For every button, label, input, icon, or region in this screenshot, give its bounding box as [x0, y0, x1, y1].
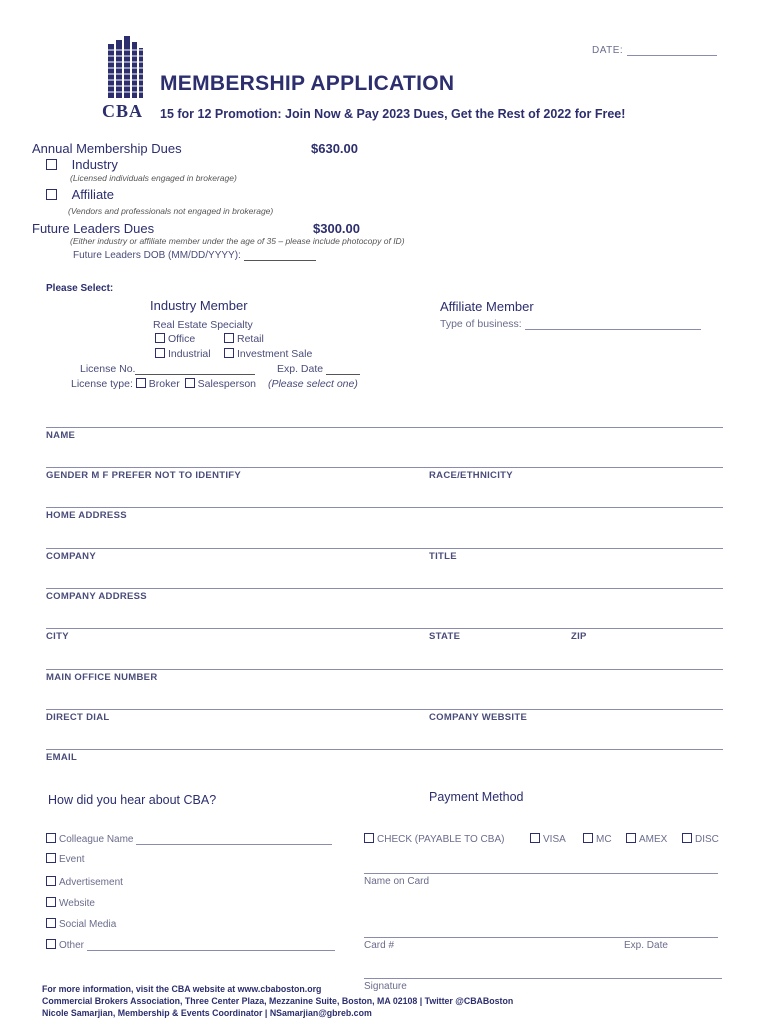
visa-option[interactable]	[530, 833, 566, 845]
future-leaders-price: $300.00	[313, 221, 360, 236]
gender-options: M F PREFER NOT TO IDENTIFY	[91, 470, 242, 481]
email-input-line[interactable]	[46, 749, 723, 750]
date-label: DATE:	[592, 45, 624, 56]
check-label: CHECK (PAYABLE TO CBA)	[377, 834, 505, 845]
direct-dial-label: DIRECT DIAL	[46, 712, 110, 723]
colleague-label: Colleague Name	[59, 834, 134, 845]
home-address-label: HOME ADDRESS	[46, 510, 127, 521]
industrial-label: Industrial	[168, 348, 211, 360]
affiliate-label: Affiliate	[71, 187, 115, 202]
footer-line-1: For more information, visit the CBA website at www.cbaboston.org	[42, 984, 322, 994]
office-label: Office	[168, 333, 196, 345]
dob-blank	[244, 251, 316, 261]
investment-checkbox[interactable]	[224, 348, 234, 358]
gender-field[interactable]	[46, 470, 241, 481]
retail-checkbox[interactable]	[224, 333, 234, 343]
industry-checkbox[interactable]	[46, 159, 57, 170]
disc-checkbox[interactable]	[682, 833, 692, 843]
footer-line-3: Nicole Samarjian, Membership & Events Coordinator | NSamarjian@gbreb.com	[42, 1008, 372, 1018]
name-on-card-input-line[interactable]	[364, 873, 718, 874]
license-type-label: License type:	[71, 378, 133, 390]
annual-dues-label: Annual Membership Dues	[32, 141, 182, 156]
colleague-option[interactable]	[46, 833, 332, 845]
other-blank	[87, 940, 335, 951]
advertisement-label: Advertisement	[59, 877, 123, 888]
mc-option[interactable]	[583, 833, 612, 845]
hear-heading: How did you hear about CBA?	[48, 793, 217, 807]
website-label: Website	[59, 898, 95, 909]
disc-label: DISC	[695, 834, 719, 845]
social-media-checkbox[interactable]	[46, 918, 56, 928]
disc-option[interactable]	[682, 833, 719, 845]
retail-label: Retail	[237, 333, 264, 345]
event-label: Event	[59, 854, 85, 865]
future-leaders-note: (Either industry or affiliate member under the age of 35 – please include photocopy of ID)	[70, 236, 405, 246]
mc-checkbox[interactable]	[583, 833, 593, 843]
advertisement-checkbox[interactable]	[46, 876, 56, 886]
advertisement-option[interactable]	[46, 876, 123, 888]
check-option[interactable]	[364, 833, 504, 845]
industry-note: (Licensed individuals engaged in brokerage)	[70, 173, 237, 183]
business-type-label: Type of business:	[440, 318, 522, 330]
colleague-checkbox[interactable]	[46, 833, 56, 843]
race-label: RACE/ETHNICITY	[429, 470, 513, 481]
affiliate-checkbox[interactable]	[46, 189, 57, 200]
card-number-input-line[interactable]	[364, 937, 718, 938]
affiliate-member-title: Affiliate Member	[440, 299, 534, 314]
mc-label: MC	[596, 834, 612, 845]
amex-option[interactable]	[626, 833, 667, 845]
license-no-field[interactable]	[80, 363, 255, 375]
signature-label: Signature	[364, 981, 407, 992]
affiliate-option[interactable]	[46, 187, 114, 202]
other-label: Other	[59, 940, 85, 951]
page-title: MEMBERSHIP APPLICATION	[160, 72, 455, 95]
license-no-blank	[135, 364, 255, 375]
investment-option[interactable]	[224, 348, 312, 360]
building-icon	[100, 36, 146, 98]
future-leaders-label: Future Leaders Dues	[32, 221, 155, 236]
social-media-label: Social Media	[59, 919, 117, 930]
footer-website-line	[42, 983, 513, 995]
investment-label: Investment Sale	[237, 348, 313, 360]
website-option[interactable]	[46, 897, 95, 909]
select-one-note: (Please select one)	[267, 378, 358, 390]
retail-option[interactable]	[224, 333, 264, 345]
main-office-label: MAIN OFFICE NUMBER	[46, 672, 158, 683]
colleague-blank	[136, 834, 332, 845]
name-on-card-label: Name on Card	[364, 876, 430, 887]
salesperson-label: Salesperson	[197, 378, 257, 390]
salesperson-checkbox[interactable]	[185, 378, 195, 388]
website-checkbox[interactable]	[46, 897, 56, 907]
industry-member-title: Industry Member	[150, 298, 248, 313]
visa-checkbox[interactable]	[530, 833, 540, 843]
event-option[interactable]	[46, 853, 85, 865]
gender-race-input-line[interactable]	[46, 467, 723, 468]
zip-label: ZIP	[571, 631, 587, 642]
card-number-label: Card #	[364, 940, 395, 951]
industrial-checkbox[interactable]	[155, 348, 165, 358]
cba-logo	[100, 36, 146, 122]
industry-label: Industry	[71, 157, 118, 172]
office-option[interactable]	[155, 333, 195, 345]
company-label: COMPANY	[46, 551, 96, 562]
license-type-row	[71, 378, 358, 390]
company-address-label: COMPANY ADDRESS	[46, 591, 147, 602]
city-label: CITY	[46, 631, 69, 642]
dob-field[interactable]	[73, 250, 316, 261]
industry-option[interactable]	[46, 157, 118, 172]
broker-label: Broker	[148, 378, 180, 390]
broker-checkbox[interactable]	[136, 378, 146, 388]
state-label: STATE	[429, 631, 461, 642]
logo-text: CBA	[102, 101, 144, 121]
other-option[interactable]	[46, 939, 335, 951]
title-label: TITLE	[429, 551, 457, 562]
date-field[interactable]	[592, 45, 717, 56]
footer	[42, 983, 513, 1019]
other-checkbox[interactable]	[46, 939, 56, 949]
license-no-label: License No.	[80, 363, 136, 375]
name-input-line[interactable]	[46, 427, 723, 428]
business-type-field[interactable]	[440, 318, 701, 330]
promo-text: 15 for 12 Promotion: Join Now & Pay 2023 Dues, Get the Rest of 2022 for Free!	[160, 107, 626, 121]
social-media-option[interactable]	[46, 918, 116, 930]
exp-date-field[interactable]	[277, 363, 360, 375]
home-address-input-line[interactable]	[46, 507, 723, 508]
main-office-input-line[interactable]	[46, 669, 723, 670]
name-label: NAME	[46, 430, 76, 441]
check-checkbox[interactable]	[364, 833, 374, 843]
visa-label: VISA	[543, 834, 566, 845]
signature-input-line[interactable]	[364, 978, 722, 979]
company-address-input-line[interactable]	[46, 588, 723, 589]
amex-label: AMEX	[639, 834, 668, 845]
email-label: EMAIL	[46, 752, 78, 763]
city-state-zip-input-line[interactable]	[46, 628, 723, 629]
annual-dues-price: $630.00	[311, 141, 358, 156]
exp-date-label: Exp. Date	[277, 363, 324, 375]
footer-line-2: Commercial Brokers Association, Three Center Plaza, Mezzanine Suite, Boston, MA 02108 | Twitter @CBABoston	[42, 996, 514, 1006]
affiliate-note: (Vendors and professionals not engaged in brokerage)	[68, 206, 274, 216]
dob-label: Future Leaders DOB (MM/DD/YYYY):	[73, 250, 241, 261]
please-select-heading: Please Select:	[46, 283, 114, 294]
event-checkbox[interactable]	[46, 853, 56, 863]
company-website-label: COMPANY WEBSITE	[429, 712, 528, 723]
direct-dial-website-input-line[interactable]	[46, 709, 723, 710]
gender-label: GENDER	[46, 470, 89, 481]
payment-heading: Payment Method	[429, 790, 524, 804]
exp-date-blank	[326, 364, 360, 375]
industrial-option[interactable]	[155, 348, 211, 360]
specialty-label: Real Estate Specialty	[153, 319, 253, 331]
amex-checkbox[interactable]	[626, 833, 636, 843]
date-blank	[627, 46, 717, 56]
card-exp-label: Exp. Date	[624, 940, 668, 951]
business-type-blank	[525, 319, 701, 330]
office-checkbox[interactable]	[155, 333, 165, 343]
company-title-input-line[interactable]	[46, 548, 723, 549]
